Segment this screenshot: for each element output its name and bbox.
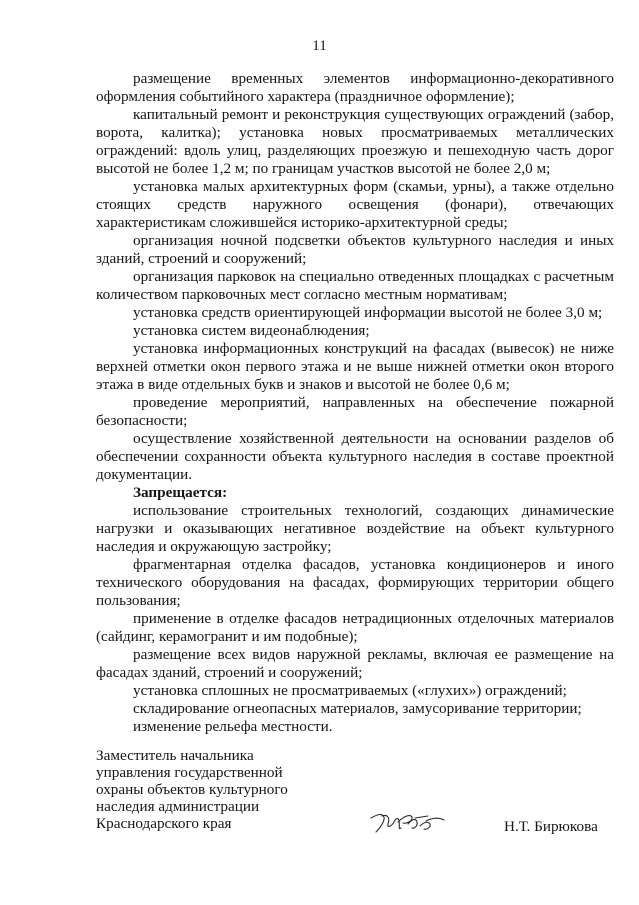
prohibited-item: складирование огнеопасных материалов, замусоривание территории; xyxy=(133,700,582,717)
permitted-item: организация парковок на специально отведенных площадках с расчетным количеством парковочных мест согласно местным нормативам; xyxy=(96,268,614,303)
prohibited-heading: Запрещается: xyxy=(133,484,228,501)
signatory-position-line: охраны объектов культурного xyxy=(96,781,288,798)
permitted-item: установка информационных конструкций на фасадах (вывесок) не ниже верхней отметки окон первого этажа и не выше нижней отметки окон второго этажа в виде отдельных букв и знаков и высотой не более 0,6 м; xyxy=(96,340,614,393)
prohibited-item: установка сплошных не просматриваемых («глухих») ограждений; xyxy=(133,682,567,699)
prohibited-item: использование строительных технологий, создающих динамические нагрузки и оказывающих негативное воздействие на объект культурного наследия и окружающую застройку; xyxy=(96,502,614,555)
signer-name: Н.Т. Бирюкова xyxy=(504,818,598,835)
permitted-item: капитальный ремонт и реконструкция существующих ограждений (забор, ворота, калитка); установка новых просматриваемых металлических ограждений: вдоль улиц, разделяющих проезжую и пешеходную часть дорог высотой не более 1,2 м; по границам участков высотой не более 2,0 м; xyxy=(96,106,614,177)
signatory-position xyxy=(96,747,296,832)
document-body xyxy=(96,70,614,736)
signatory-position-line: Заместитель начальника xyxy=(96,747,254,764)
page-number: 11 xyxy=(312,38,327,54)
permitted-item: установка систем видеонаблюдения; xyxy=(133,322,370,339)
permitted-item: установка малых архитектурных форм (скамьи, урны), а также отдельно стоящих средств наружного освещения (фонари), отвечающих характеристикам сложившейся историко-архитектурной среды; xyxy=(96,178,614,231)
permitted-item: проведение мероприятий, направленных на обеспечение пожарной безопасности; xyxy=(96,394,614,429)
signatory-position-line: управления государственной xyxy=(96,764,283,781)
prohibited-item: фрагментарная отделка фасадов, установка кондиционеров и иного технического оборудования на фасадах, формирующих территории общего пользования; xyxy=(96,556,614,609)
permitted-item: установка средств ориентирующей информации высотой не более 3,0 м; xyxy=(133,304,603,321)
permitted-item: размещение временных элементов информационно-декоративного оформления событийного характера (праздничное оформление); xyxy=(96,70,614,105)
prohibited-item: изменение рельефа местности. xyxy=(133,718,333,735)
permitted-item: осуществление хозяйственной деятельности на основании разделов об обеспечении сохранности объекта культурного наследия в составе проектной документации. xyxy=(96,430,614,483)
prohibited-item: применение в отделке фасадов нетрадиционных отделочных материалов (сайдинг, керамогранит и им подобные); xyxy=(96,610,614,645)
permitted-item: организация ночной подсветки объектов культурного наследия и иных зданий, строений и сооружений; xyxy=(96,232,614,267)
signatory-position-line: наследия администрации xyxy=(96,798,260,815)
prohibited-item: размещение всех видов наружной рекламы, включая ее размещение на фасадах зданий, строений и сооружений; xyxy=(96,646,614,681)
handwritten-signature xyxy=(368,808,448,838)
signatory-position-line: Краснодарского края xyxy=(96,815,232,832)
